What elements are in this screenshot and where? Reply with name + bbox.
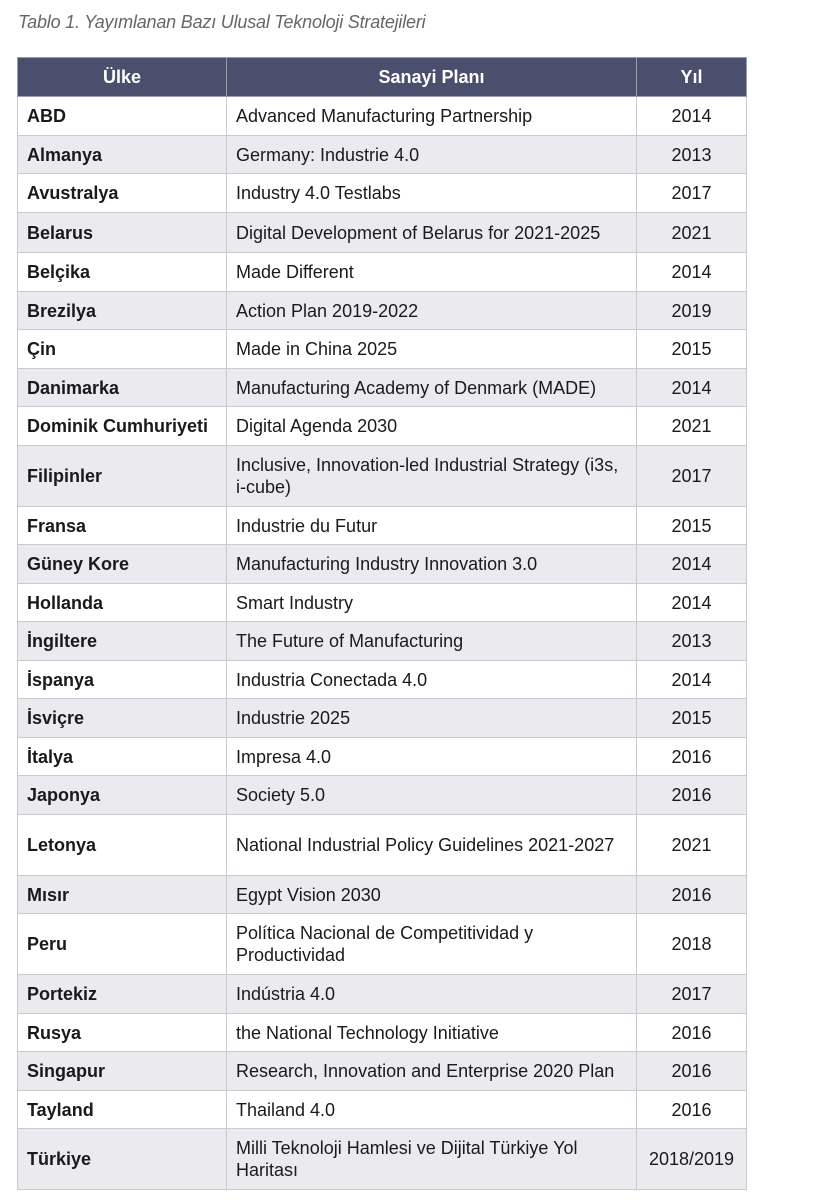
table-body — [18, 97, 747, 1190]
table-row — [18, 738, 747, 776]
table-row — [18, 97, 747, 136]
year-cell: 2013 — [637, 136, 747, 174]
table-row — [18, 975, 747, 1014]
country-cell: İspanya — [18, 661, 227, 699]
plan-cell: Research, Innovation and Enterprise 2020 Plan — [227, 1052, 637, 1091]
plan-cell: Inclusive, Innovation-led Industrial Strategy (i3s, i-cube) — [227, 446, 637, 507]
plan-cell: Made Different — [227, 253, 637, 292]
country-cell: İngiltere — [18, 622, 227, 661]
plan-cell: Egypt Vision 2030 — [227, 876, 637, 914]
year-cell: 2014 — [637, 253, 747, 292]
table-row — [18, 136, 747, 174]
column-header-country: Ülke — [18, 58, 227, 97]
country-cell: Avustralya — [18, 174, 227, 213]
year-cell: 2016 — [637, 776, 747, 815]
plan-cell: Industrie 2025 — [227, 699, 637, 738]
plan-cell: Germany: Industrie 4.0 — [227, 136, 637, 174]
plan-cell: National Industrial Policy Guidelines 2021-2027 — [227, 815, 637, 876]
table-row — [18, 369, 747, 407]
country-cell: Fransa — [18, 507, 227, 545]
country-cell: Filipinler — [18, 446, 227, 507]
table-row — [18, 1129, 747, 1190]
year-cell: 2014 — [637, 661, 747, 699]
plan-cell: Indústria 4.0 — [227, 975, 637, 1014]
country-cell: Rusya — [18, 1014, 227, 1052]
table-row — [18, 699, 747, 738]
column-header-year: Yıl — [637, 58, 747, 97]
table-row — [18, 1091, 747, 1129]
country-cell: Çin — [18, 330, 227, 369]
year-cell: 2021 — [637, 815, 747, 876]
year-cell: 2014 — [637, 369, 747, 407]
year-cell: 2016 — [637, 1052, 747, 1091]
plan-cell: The Future of Manufacturing — [227, 622, 637, 661]
country-cell: Belçika — [18, 253, 227, 292]
plan-cell: the National Technology Initiative — [227, 1014, 637, 1052]
plan-cell: Made in China 2025 — [227, 330, 637, 369]
plan-cell: Manufacturing Academy of Denmark (MADE) — [227, 369, 637, 407]
year-cell: 2015 — [637, 507, 747, 545]
table-row — [18, 1052, 747, 1091]
year-cell: 2016 — [637, 738, 747, 776]
plan-cell: Política Nacional de Competitividad y Productividad — [227, 914, 637, 975]
country-cell: Belarus — [18, 213, 227, 253]
plan-cell: Action Plan 2019-2022 — [227, 292, 637, 330]
plan-cell: Society 5.0 — [227, 776, 637, 815]
country-cell: Tayland — [18, 1091, 227, 1129]
year-cell: 2016 — [637, 1014, 747, 1052]
table-caption: Tablo 1. Yayımlanan Bazı Ulusal Teknoloji Stratejileri — [18, 12, 426, 32]
column-header-plan: Sanayi Planı — [227, 58, 637, 97]
country-cell: Dominik Cumhuriyeti — [18, 407, 227, 446]
table-row — [18, 876, 747, 914]
country-cell: İsviçre — [18, 699, 227, 738]
table-row — [18, 507, 747, 545]
table-row — [18, 407, 747, 446]
year-cell: 2016 — [637, 1091, 747, 1129]
table-row — [18, 914, 747, 975]
year-cell: 2015 — [637, 330, 747, 369]
year-cell: 2018/2019 — [637, 1129, 747, 1190]
country-cell: Hollanda — [18, 584, 227, 622]
plan-cell: Advanced Manufacturing Partnership — [227, 97, 637, 136]
year-cell: 2021 — [637, 213, 747, 253]
plan-cell: Digital Development of Belarus for 2021-2025 — [227, 213, 637, 253]
country-cell: Singapur — [18, 1052, 227, 1091]
country-cell: Portekiz — [18, 975, 227, 1014]
table-row — [18, 584, 747, 622]
year-cell: 2013 — [637, 622, 747, 661]
table-row — [18, 446, 747, 507]
year-cell: 2015 — [637, 699, 747, 738]
plan-cell: Manufacturing Industry Innovation 3.0 — [227, 545, 637, 584]
country-cell: İtalya — [18, 738, 227, 776]
year-cell: 2019 — [637, 292, 747, 330]
country-cell: ABD — [18, 97, 227, 136]
plan-cell: Industria Conectada 4.0 — [227, 661, 637, 699]
plan-cell: Industrie du Futur — [227, 507, 637, 545]
table-row — [18, 292, 747, 330]
year-cell: 2014 — [637, 97, 747, 136]
table-row — [18, 815, 747, 876]
year-cell: 2018 — [637, 914, 747, 975]
plan-cell: Industry 4.0 Testlabs — [227, 174, 637, 213]
plan-cell: Smart Industry — [227, 584, 637, 622]
year-cell: 2017 — [637, 446, 747, 507]
year-cell: 2014 — [637, 584, 747, 622]
table-row — [18, 545, 747, 584]
table-row — [18, 253, 747, 292]
table-header-row — [18, 58, 747, 97]
table-row — [18, 174, 747, 213]
table-row — [18, 776, 747, 815]
plan-cell: Digital Agenda 2030 — [227, 407, 637, 446]
year-cell: 2017 — [637, 975, 747, 1014]
table-row — [18, 622, 747, 661]
country-cell: Brezilya — [18, 292, 227, 330]
country-cell: Güney Kore — [18, 545, 227, 584]
country-cell: Almanya — [18, 136, 227, 174]
year-cell: 2017 — [637, 174, 747, 213]
year-cell: 2014 — [637, 545, 747, 584]
plan-cell: Milli Teknoloji Hamlesi ve Dijital Türkiye Yol Haritası — [227, 1129, 637, 1190]
year-cell: 2021 — [637, 407, 747, 446]
year-cell: 2016 — [637, 876, 747, 914]
plan-cell: Impresa 4.0 — [227, 738, 637, 776]
strategy-table — [17, 57, 747, 1190]
country-cell: Peru — [18, 914, 227, 975]
table-row — [18, 661, 747, 699]
table-row — [18, 330, 747, 369]
table-row — [18, 1014, 747, 1052]
plan-cell: Thailand 4.0 — [227, 1091, 637, 1129]
country-cell: Japonya — [18, 776, 227, 815]
country-cell: Letonya — [18, 815, 227, 876]
table-row — [18, 213, 747, 253]
country-cell: Türkiye — [18, 1129, 227, 1190]
country-cell: Danimarka — [18, 369, 227, 407]
country-cell: Mısır — [18, 876, 227, 914]
